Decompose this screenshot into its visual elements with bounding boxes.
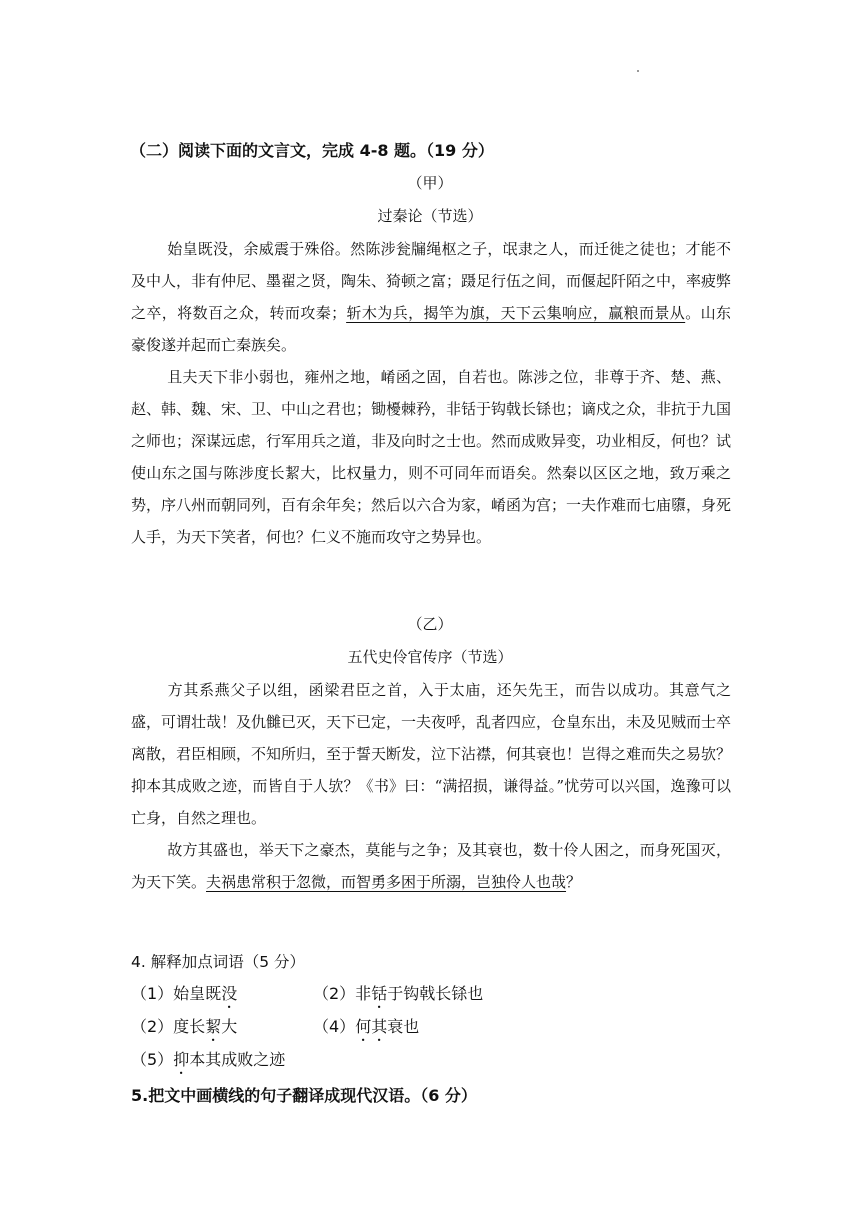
dotted-word: 铦 (371, 984, 388, 1003)
q4-option-1: （1）始皇既没 (131, 984, 238, 1003)
passage-b-paragraph-2 (131, 834, 731, 898)
passage-b-label: （乙） (407, 615, 453, 633)
q4-option-2: （2）非铦于钩戟长铩也 (313, 984, 484, 1003)
passage-b-p2-text: 故方其盛也，举天下之豪杰，莫能与之争；及其衰也，数十伶人困之，而身死国灭，为天下笑。 (131, 841, 731, 891)
passage-a-underlined-sentence: 斩木为兵，揭竿为旗，天下云集响应，赢粮而景从 (346, 304, 686, 322)
section-title: （二）阅读下面的文言文，完成 4-8 题。（19 分） (130, 141, 494, 160)
dotted-word: 絜 (205, 1017, 222, 1036)
passage-a-paragraph-1 (131, 233, 731, 361)
passage-a-paragraph-2 (131, 361, 731, 553)
question-5-title: 5.把文中画横线的句子翻译成现代汉语。（6 分） (131, 1086, 477, 1105)
passage-b-title: 五代史伶官传序（节选） (347, 648, 513, 666)
dotted-word: 没 (221, 984, 238, 1003)
passage-b-paragraph-1 (131, 674, 731, 834)
passage-b-p2-end: ？ (566, 873, 582, 891)
dotted-word: 何其 (355, 1017, 388, 1036)
q4-option-5: （5）抑本其成败之迹 (131, 1050, 286, 1069)
passage-b-underlined-sentence: 夫祸患常积于忽微，而智勇多困于所溺，岂独伶人也哉 (206, 873, 567, 891)
passage-a-p2-text: 且夫天下非小弱也，雍州之地，崤函之固，自若也。陈涉之位，非尊于齐、楚、燕、赵、韩、魏、宋、卫、中山之君也；锄櫌棘矜，非铦于钩戟长铩也；谪戍之众，非抗于九国之师也；深谋远虑，行军用兵之道，非及向时之士也。然而成败异变，功业相反，何也？试使山东之国与陈涉度长絜大，比权量力，则不可同年而语矣。然秦以区区之地，致万乘之势，序八州而朝同列，百有余年矣；然后以六合为家，崤函为宫；一夫作难而七庙隳，身死人手，为天下笑者，何也？仁义不施而攻守之势异也。 (131, 368, 732, 546)
q4-option-3: （2）度长絜大 (131, 1017, 238, 1036)
question-4-title: 4. 解释加点词语（5 分） (131, 953, 306, 971)
passage-a-title: 过秦论（节选） (377, 207, 483, 225)
passage-a-p1-end: 。山东豪俊遂并起而亡秦族矣。 (131, 304, 731, 354)
passage-a-label: （甲） (407, 174, 453, 192)
q4-option-4: （4）何其衰也 (313, 1017, 420, 1036)
passage-b-p1-text: 方其系燕父子以组，函梁君臣之首，入于太庙，还矢先王，而告以成功。其意气之盛，可谓壮哉！及仇雠已灭，天下已定，一夫夜呼，乱者四应，仓皇东出，未及见贼而士卒离散，君臣相顾，不知所归，至于誓天断发，泣下沾襟，何其衰也！岂得之难而失之易欤？抑本其成败之迹，而皆自于人欤？《书》曰：“满招损，谦得益。”忧劳可以兴国，逸豫可以亡身，自然之理也。 (131, 681, 732, 827)
passage-a-p1-text: 始皇既没，余威震于殊俗。然陈涉瓮牖绳枢之子，氓隶之人，而迁徙之徒也；才能不及中人，非有仲尼、墨翟之贤，陶朱、猗顿之富；蹑足行伍之间，而偃起阡陌之中，率疲弊之卒，将数百之众，转而攻秦； (131, 240, 732, 322)
dotted-word: 抑 (173, 1050, 190, 1069)
page-mark (637, 70, 639, 72)
